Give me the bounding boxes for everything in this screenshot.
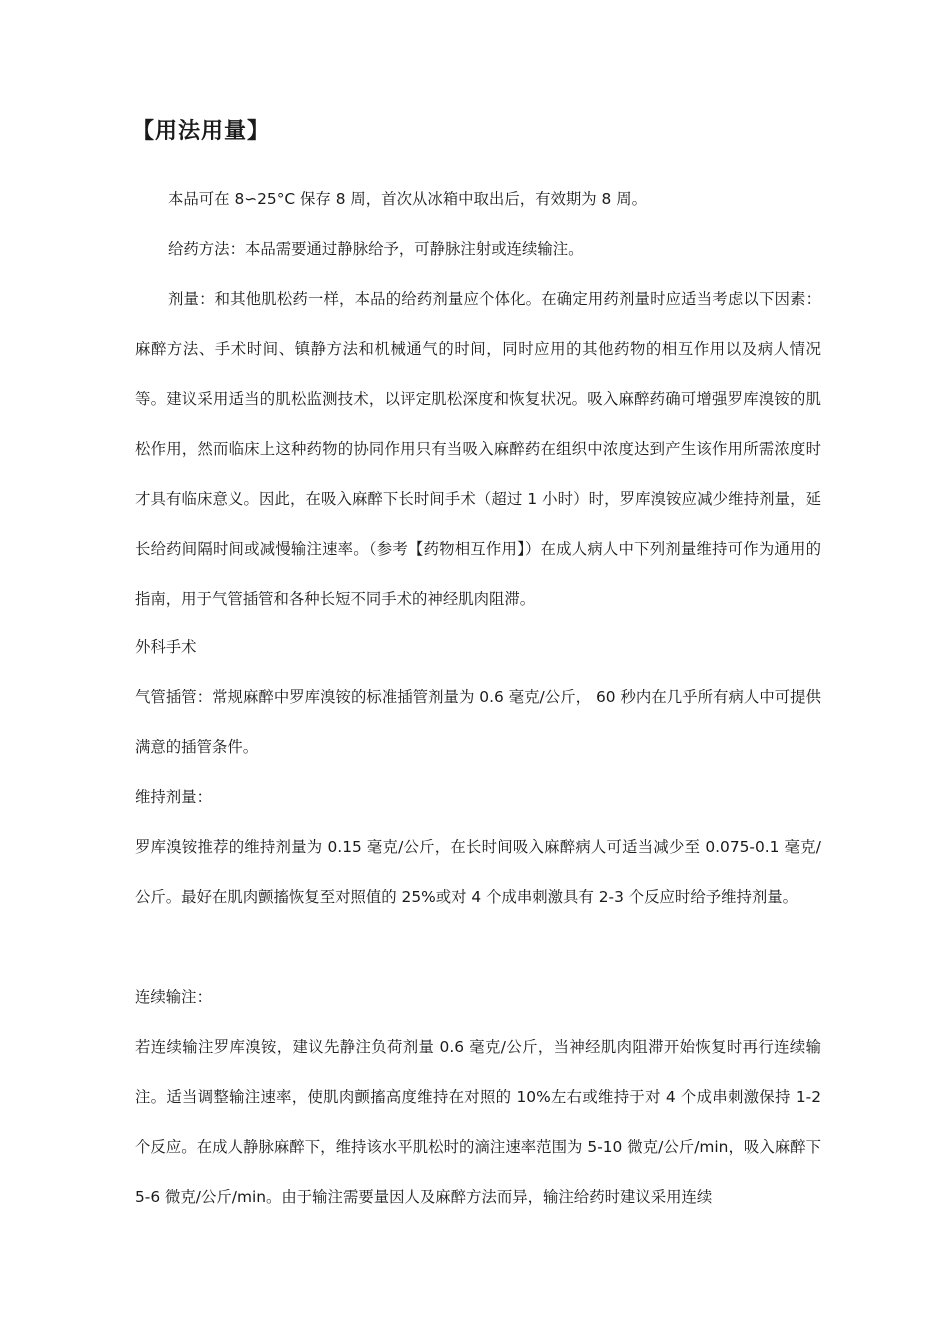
administration-paragraph: 给药方法：本品需要通过静脉给予，可静脉注射或连续输注。 — [168, 240, 584, 258]
storage-paragraph: 本品可在 8∽25°C 保存 8 周，首次从冰箱中取出后，有效期为 8 周。 — [168, 190, 648, 208]
intubation-paragraph: 气管插管：常规麻醉中罗库溴铵的标准插管剂量为 0.6 毫克/公斤， 60 秒内在几乎所有病人中可提供满意的插管条件。 — [135, 688, 821, 756]
section-heading: 【用法用量】 — [132, 119, 271, 144]
infusion-subheading: 连续输注： — [135, 988, 212, 1006]
infusion-paragraph: 若连续输注罗库溴铵，建议先静注负荷剂量 0.6 毫克/公斤，当神经肌肉阻滞开始恢复时再行连续输注。适当调整输注速率，使肌肉颤搐高度维持在对照的 10%左右或维持于对 4 个成串刺激保持 1-2 个反应。在成人静脉麻醉下，维持该水平肌松时的滴注速率范围为 5-10 微克/公斤/min，吸入麻醉下 5-6 微克/公斤/min。由于输注需要量因人及麻醉方法而异，输注给药时建议采用连续 — [135, 1038, 821, 1206]
dosage-paragraph: 剂量：和其他肌松药一样，本品的给药剂量应个体化。在确定用药剂量时应适当考虑以下因素：麻醉方法、手术时间、镇静方法和机械通气的时间，同时应用的其他药物的相互作用以及病人情况等。建议采用适当的肌松监测技术，以评定肌松深度和恢复状况。吸入麻醉药确可增强罗库溴铵的肌松作用，然而临床上这种药物的协同作用只有当吸入麻醉药在组织中浓度达到产生该作用所需浓度时才具有临床意义。因此，在吸入麻醉下长时间手术（超过 1 小时）时，罗库溴铵应减少维持剂量，延长给药间隔时间或减慢输注速率。（参考【药物相互作用】）在成人病人中下列剂量维持可作为通用的指南，用于气管插管和各种长短不同手术的神经肌肉阻滞。 — [135, 290, 821, 608]
maintenance-subheading: 维持剂量： — [135, 788, 212, 806]
surgery-subheading: 外科手术 — [135, 638, 197, 656]
maintenance-paragraph: 罗库溴铵推荐的维持剂量为 0.15 毫克/公斤，在长时间吸入麻醉病人可适当减少至 0.075-0.1 毫克/公斤。最好在肌肉颤搐恢复至对照值的 25%或对 4 个成串刺激具有 2-3 个反应时给予维持剂量。 — [135, 838, 821, 906]
